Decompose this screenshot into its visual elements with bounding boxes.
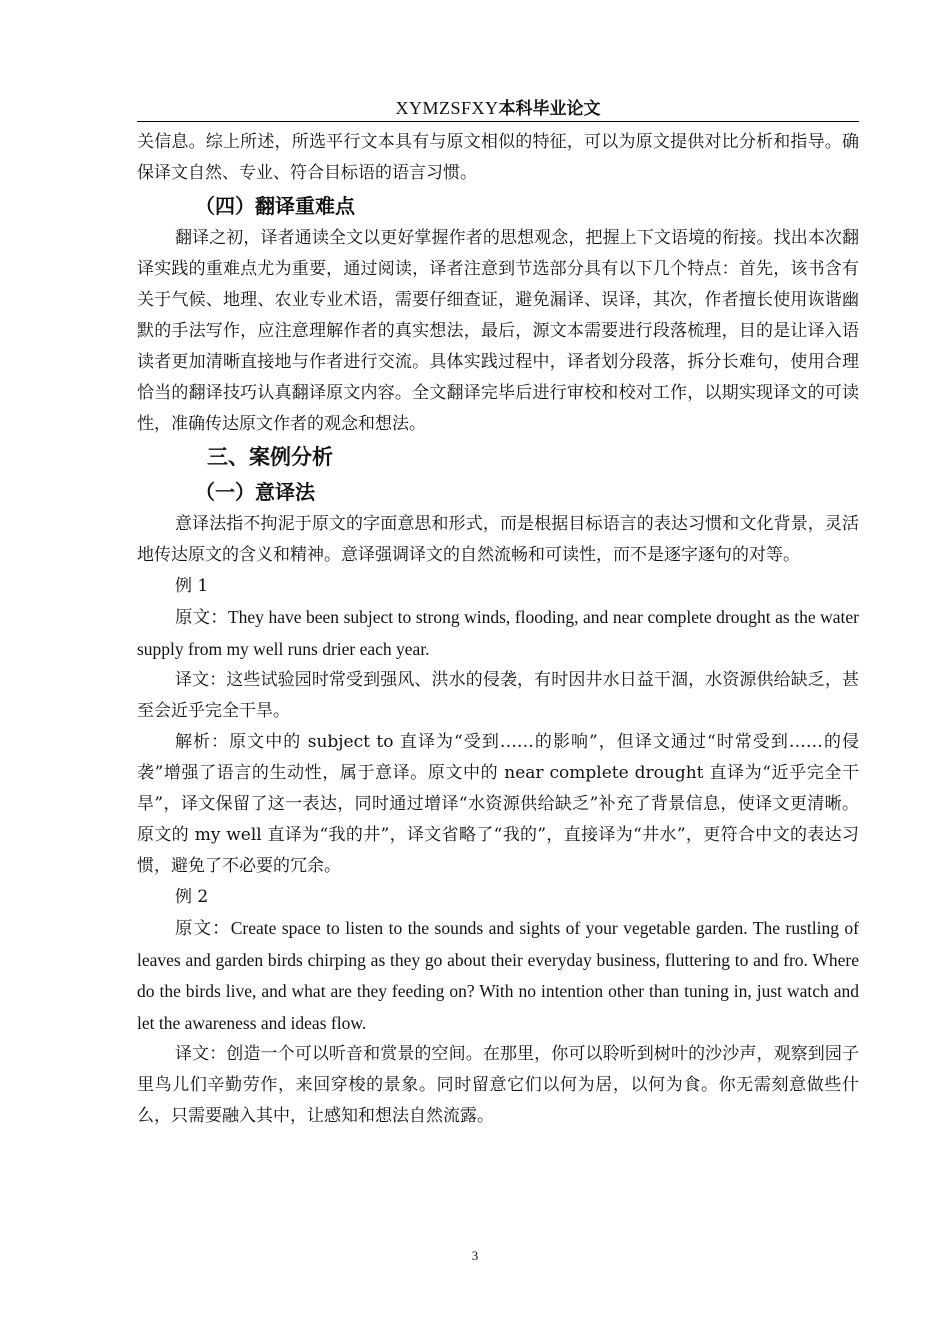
chapter-heading-case-analysis: 三、案例分析 [207,445,333,469]
example-2-source: 原文：Create space to listen to the sounds and sights of your vegetable garden. The rustling of leaves and garden birds chirping as they go about their everyday business, fluttering to and fro. Where do the birds live, and what are they feeding on? With no intention other than tuning in, just watch and let the awareness and ideas flow. [137,918,859,1033]
header-thesis-title: 本科毕业论文 [498,99,601,119]
example-1-source: 原文：They have been subject to strong winds, flooding, and near complete drought as the water supply from my well runs drier each year. [137,607,859,659]
page-body [137,127,859,1132]
paragraph-continuation: 关信息。综上所述，所选平行文本具有与原文相似的特征，可以为原文提供对比分析和指导。确保译文自然、专业、符合目标语的语言习惯。 [137,132,859,183]
header-rule [137,121,859,122]
paragraph-translation-difficulties: 翻译之初，译者通读全文以更好掌握作者的思想观念，把握上下文语境的衔接。找出本次翻译实践的重难点尤为重要，通过阅读，译者注意到节选部分具有以下几个特点：首先，该书含有关于气候、地理、农业专业术语，需要仔细查证，避免漏译、误译，其次，作者擅长使用诙谐幽默的手法写作，应注意理解作者的真实想法，最后，源文本需要进行段落梳理，目的是让译入语读者更加清晰直接地与作者进行交流。具体实践过程中，译者划分段落，拆分长难句，使用合理恰当的翻译技巧认真翻译原文内容。全文翻译完毕后进行审校和校对工作，以期实现译文的可读性，准确传达原文作者的观念和想法。 [137,228,859,434]
example-2-translation: 译文：创造一个可以听音和赏景的空间。在那里，你可以聆听到树叶的沙沙声，观察到园子里鸟儿们辛勤劳作，来回穿梭的景象。同时留意它们以何为居，以何为食。你无需刻意做些什么，只需要融入其中，让感知和想法自然流露。 [137,1044,859,1126]
header-school-code: XYMZSFXY [395,98,499,118]
page-number: 3 [471,1248,479,1263]
example-1-label: 例 1 [175,576,209,596]
section-heading-free-translation: （一）意译法 [195,480,315,504]
paragraph-free-translation-definition: 意译法指不拘泥于原文的字面意思和形式，而是根据目标语言的表达习惯和文化背景，灵活地传达原文的含义和精神。意译强调译文的自然流畅和可读性，而不是逐字逐句的对等。 [137,514,859,565]
example-1-analysis: 解析：原文中的 subject to 直译为“受到……的影响”，但译文通过“时常受到……的侵袭”增强了语言的生动性，属于意译。原文中的 near complete drought 直译为“近乎完全干旱”，译文保留了这一表达，同时通过增译“水资源供给缺乏”补充了背景信息，使译文更清晰。原文的 my well 直译为“我的井”，译文省略了“我的”，直接译为“井水”，更符合中文的表达习惯，避免了不必要的冗余。 [137,732,859,876]
section-heading-translation-difficulties: （四）翻译重难点 [195,194,355,218]
example-2-label: 例 2 [175,887,209,907]
page-header [137,96,859,121]
example-1-translation: 译文：这些试验园时常受到强风、洪水的侵袭，有时因井水日益干涸，水资源供给缺乏，甚至会近乎完全干旱。 [137,670,859,721]
